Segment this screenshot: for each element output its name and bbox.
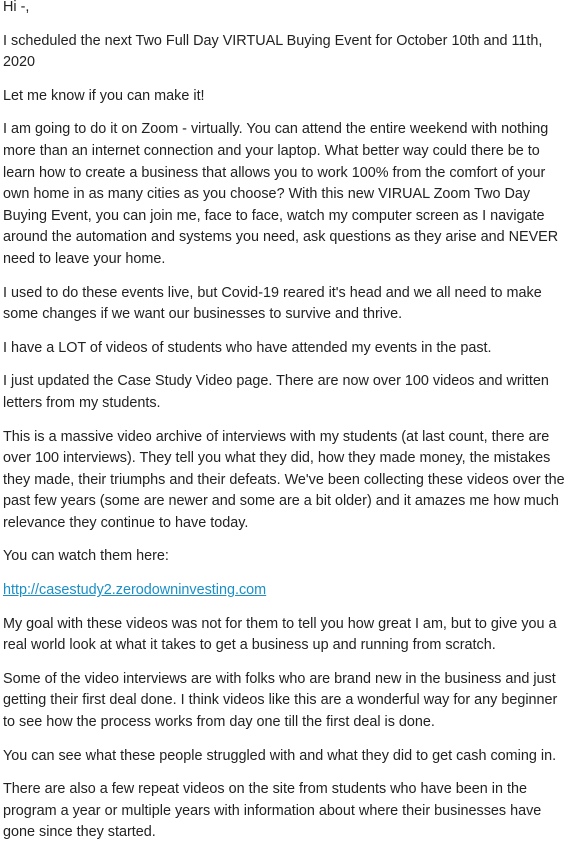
email-paragraph-goal: My goal with these videos was not for them to tell you how great I am, but to give you a real world look at what it takes to get a business up and running from scratch.	[3, 615, 557, 654]
email-paragraph-archive: This is a massive video archive of interviews with my students (at last count, there are over 100 interviews). They tell you what they did, how they made money, the mistakes they made, their triumphs and their defeats. We've been collecting these videos over the past few years (some are newer and some are a bit older) and it amazes me how much relevance they continue to have today.	[3, 428, 565, 531]
email-paragraph-zoom: I am going to do it on Zoom - virtually. You can attend the entire weekend with nothing more than an internet connection and your laptop. What better way could there be to learn how to create a business that allows you to work 100% from the comfort of your own home in as many cities as you choose? With this new VIRUAL Zoom Two Day Buying Event, you can join me, face to face, watch my computer screen as I navigate around the automation and systems you need, ask questions as they arise and NEVER need to leave your home.	[3, 121, 559, 267]
email-paragraph-covid: I used to do these events live, but Covid-19 reared it's head and we all need to make some changes if we want our businesses to survive and thrive.	[3, 284, 542, 323]
email-paragraph-beginners: Some of the video interviews are with folks who are brand new in the business and just getting their first deal done. I think videos like this are a wonderful way for any beginner to see how the process works from day one till the first deal is done.	[3, 670, 558, 731]
email-paragraph-videos: I have a LOT of videos of students who have attended my events in the past.	[3, 339, 492, 356]
email-paragraph-event-date: I scheduled the next Two Full Day VIRTUAL Buying Event for October 10th and 11th, 2020	[3, 32, 543, 71]
email-paragraph-watch: You can watch them here:	[3, 548, 169, 565]
email-paragraph-case-study: I just updated the Case Study Video page. There are now over 100 videos and written letters from my students.	[3, 373, 549, 411]
email-paragraph-rsvp: Let me know if you can make it!	[3, 87, 205, 104]
email-greeting: Hi -,	[3, 0, 30, 15]
email-link-paragraph	[3, 580, 572, 602]
email-paragraph-repeat-videos: There are also a few repeat videos on the site from students who have been in the program a year or multiple years with information about where their businesses have gone since they started.	[3, 781, 542, 841]
case-study-link[interactable]: http://casestudy2.zerodowninvesting.com	[3, 582, 267, 599]
email-paragraph-struggles: You can see what these people struggled with and what they did to get cash coming in.	[3, 747, 557, 764]
